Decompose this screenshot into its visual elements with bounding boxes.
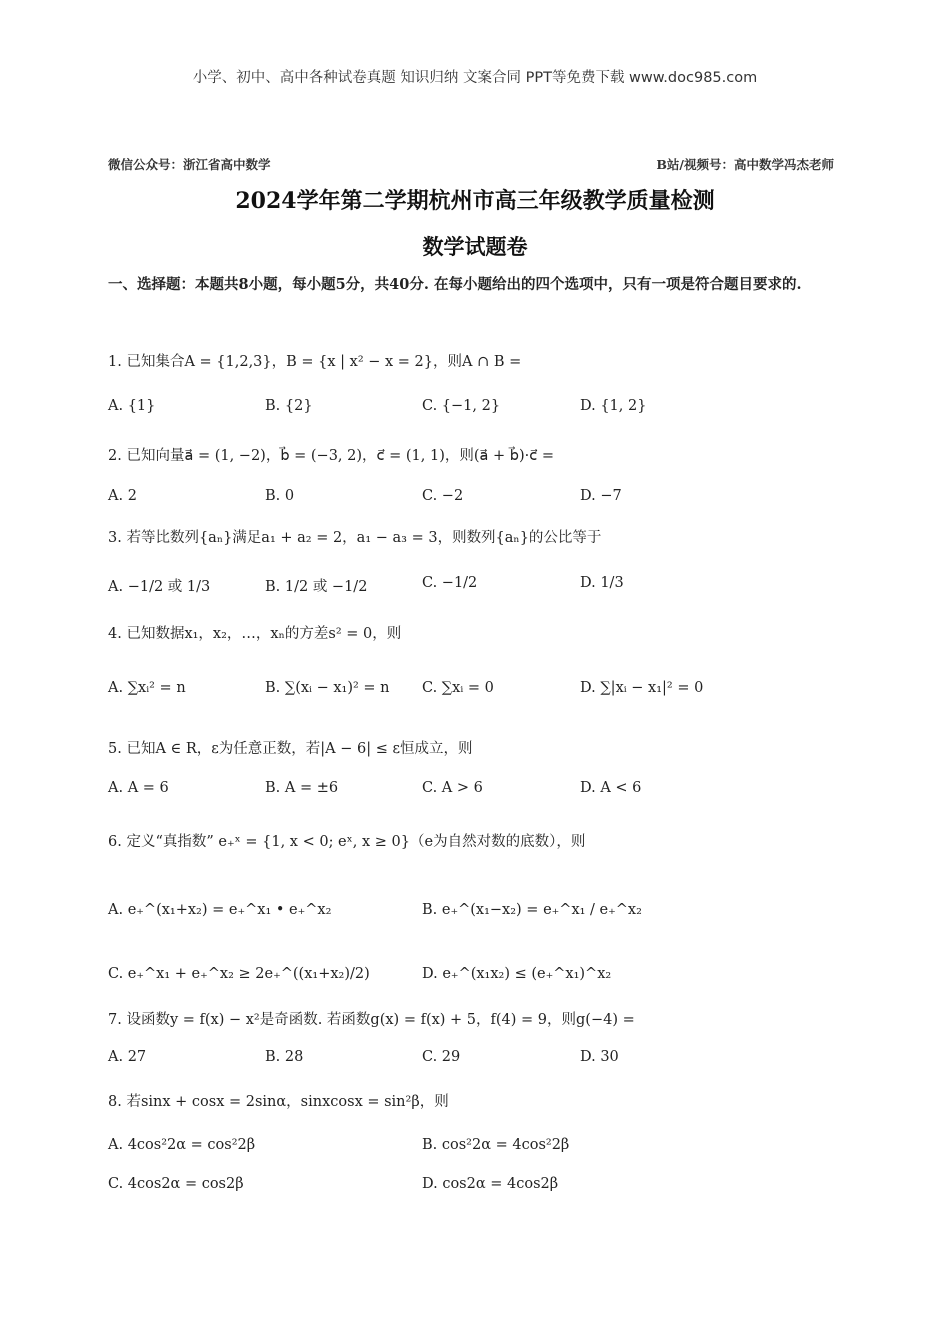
wechat-account-label: 微信公众号：浙江省高中数学	[108, 157, 271, 172]
bilibili-account-label: B站/视频号：高中数学冯杰老师	[656, 157, 834, 172]
q4-option-b: B. ∑(xᵢ − x₁)² = n	[265, 680, 390, 696]
site-banner: 小学、初中、高中各种试卷真题 知识归纳 文案合同 PPT等免费下载 www.doc985.com	[192, 70, 758, 86]
q6-option-d: D. e₊^(x₁x₂) ≤ (e₊^x₁)^x₂	[422, 966, 612, 982]
q5-option-b: B. A = ±6	[265, 780, 339, 796]
question-3-stem: 3. 若等比数列{aₙ}满足a₁ + a₂ = 2，a₁ − a₃ = 3，则数列{aₙ}的公比等于	[108, 530, 602, 546]
question-5-stem: 5. 已知A ∈ R，ε为任意正数，若|A − 6| ≤ ε恒成立，则	[108, 741, 473, 757]
q3-option-a: A. −1/2 或 1/3	[108, 579, 211, 595]
q2-option-a: A. 2	[108, 488, 137, 504]
q1-option-d: D. {1, 2}	[580, 398, 647, 414]
q2-option-b: B. 0	[265, 488, 295, 504]
q8-option-c: C. 4cos2α = cos2β	[108, 1176, 244, 1192]
question-8-stem: 8. 若sinx + cosx = 2sinα，sinxcosx = sin²β，则	[108, 1094, 449, 1110]
q8-option-a: A. 4cos²2α = cos²2β	[108, 1137, 256, 1153]
q5-option-a: A. A = 6	[108, 780, 169, 796]
question-4-stem: 4. 已知数据x₁，x₂，…，xₙ的方差s² = 0，则	[108, 626, 402, 642]
q5-option-d: D. A < 6	[580, 780, 642, 796]
q7-option-b: B. 28	[265, 1049, 304, 1065]
q3-option-b: B. 1/2 或 −1/2	[265, 579, 368, 595]
q4-option-c: C. ∑xᵢ = 0	[422, 680, 494, 696]
q6-option-b: B. e₊^(x₁−x₂) = e₊^x₁ / e₊^x₂	[422, 902, 642, 918]
q1-option-c: C. {−1, 2}	[422, 398, 501, 414]
q5-option-c: C. A > 6	[422, 780, 483, 796]
question-6-stem: 6. 定义“真指数” e₊ˣ = {1, x < 0; eˣ, x ≥ 0}（e为自然对数的底数），则	[108, 834, 586, 850]
exam-title: 2024学年第二学期杭州市高三年级教学质量检测	[235, 188, 715, 214]
q1-option-b: B. {2}	[265, 398, 313, 414]
q3-option-c: C. −1/2	[422, 575, 478, 591]
q1-option-a: A. {1}	[108, 398, 156, 414]
q2-option-c: C. −2	[422, 488, 464, 504]
q2-option-d: D. −7	[580, 488, 622, 504]
q6-option-c: C. e₊^x₁ + e₊^x₂ ≥ 2e₊^((x₁+x₂)/2)	[108, 966, 370, 982]
q6-option-a: A. e₊^(x₁+x₂) = e₊^x₁ • e₊^x₂	[108, 902, 332, 918]
q7-option-c: C. 29	[422, 1049, 461, 1065]
q3-option-d: D. 1/3	[580, 575, 624, 591]
q4-option-a: A. ∑xᵢ² = n	[108, 680, 186, 696]
question-2-stem: 2. 已知向量a⃗ = (1, −2)，b⃗ = (−3, 2)，c⃗ = (1, 1)，则(a⃗ + b⃗)·c⃗ =	[108, 448, 554, 464]
q7-option-d: D. 30	[580, 1049, 619, 1065]
question-7-stem: 7. 设函数y = f(x) − x²是奇函数. 若函数g(x) = f(x) + 5，f(4) = 9，则g(−4) =	[108, 1012, 635, 1028]
q4-option-d: D. ∑|xᵢ − x₁|² = 0	[580, 680, 704, 696]
exam-subtitle: 数学试题卷	[422, 234, 528, 259]
q7-option-a: A. 27	[108, 1049, 147, 1065]
q8-option-b: B. cos²2α = 4cos²2β	[422, 1137, 570, 1153]
q8-option-d: D. cos2α = 4cos2β	[422, 1176, 559, 1192]
question-1-stem: 1. 已知集合A = {1,2,3}，B = {x | x² − x = 2}，则A ∩ B =	[108, 354, 522, 370]
section-instructions: 一、选择题：本题共8小题，每小题5分，共40分. 在每小题给出的四个选项中，只有一项是符合题目要求的.	[108, 276, 802, 293]
